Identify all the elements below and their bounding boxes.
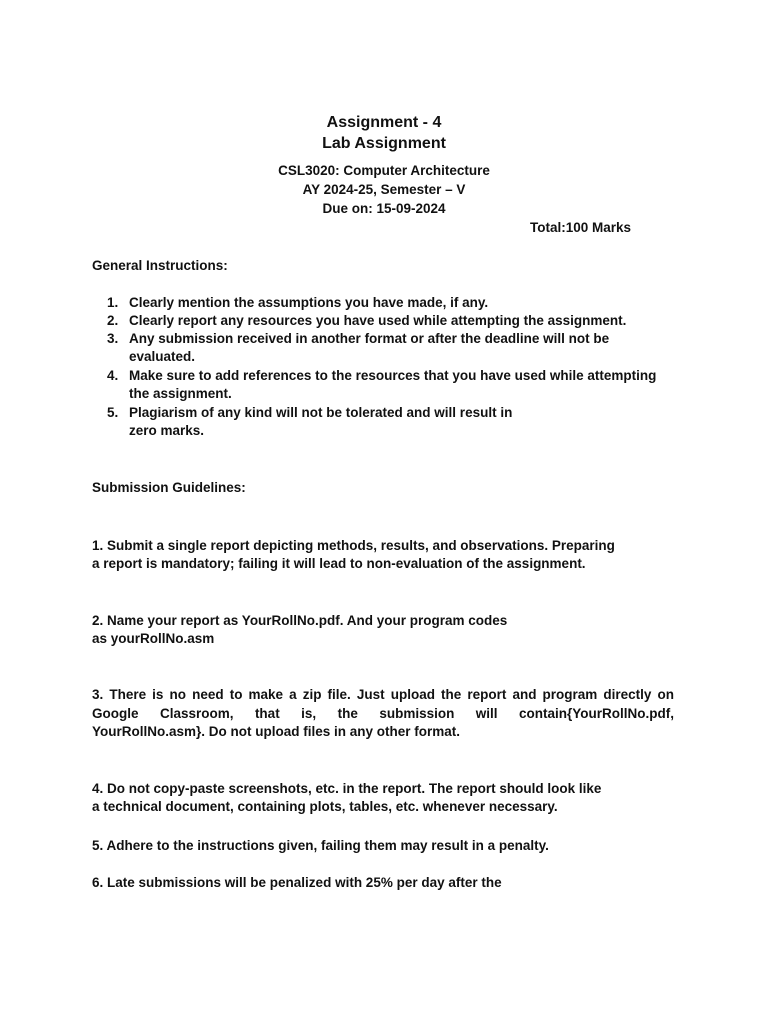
list-item-text: Any submission received in another format or after the deadline will not be: [129, 331, 610, 346]
list-item-text: the assignment.: [129, 386, 232, 401]
total-marks: Total:100 Marks: [530, 220, 632, 235]
list-item-text: Clearly mention the assumptions you have made, if any.: [129, 295, 489, 310]
guideline-text: 4. Do not copy-paste screenshots, etc. in the report. The report should look like: [92, 781, 602, 796]
list-item-text: evaluated.: [129, 349, 196, 364]
guideline-text: a report is mandatory; failing it will lead to non-evaluation of the assignment.: [92, 556, 586, 571]
list-item-number: 3.: [107, 331, 119, 346]
guideline-text: 2. Name your report as YourRollNo.pdf. And your program codes: [92, 613, 508, 628]
list-item-text: zero marks.: [129, 423, 205, 438]
list-item-number: 4.: [107, 368, 119, 383]
guideline-text: 1. Submit a single report depicting methods, results, and observations. Preparing: [92, 538, 615, 553]
guideline-text: 3. There is no need to make a zip file. Just upload the report and program directly on: [92, 687, 674, 702]
assignment-subtitle: Lab Assignment: [322, 135, 446, 152]
list-item-number: 1.: [107, 295, 119, 310]
guideline-text: Google Classroom, that is, the submission will contain{YourRollNo.pdf,: [92, 705, 674, 721]
guideline-text: as yourRollNo.asm: [92, 631, 215, 646]
guideline-text: a technical document, containing plots, tables, etc. whenever necessary.: [92, 799, 558, 814]
course-name: CSL3020: Computer Architecture: [278, 163, 490, 178]
list-item-text: Clearly report any resources you have used while attempting the assignment.: [129, 313, 627, 328]
assignment-title: Assignment - 4: [326, 114, 442, 131]
due-date: Due on: 15-09-2024: [322, 201, 446, 216]
guideline-paragraph: [92, 686, 674, 742]
guideline-text: 5. Adhere to the instructions given, failing them may result in a penalty.: [92, 838, 549, 853]
guideline-text: YourRollNo.asm}. Do not upload files in any other format.: [92, 724, 461, 739]
general-instructions-heading: General Instructions:: [92, 258, 228, 273]
guideline-text: 6. Late submissions will be penalized with 25% per day after the: [92, 875, 502, 890]
submission-guidelines-heading: Submission Guidelines:: [92, 480, 246, 495]
list-item-text: Make sure to add references to the resources that you have used while attempting: [129, 368, 657, 383]
list-item-number: 5.: [107, 405, 119, 420]
list-item-text: Plagiarism of any kind will not be tolerated and will result in: [129, 405, 513, 420]
list-item-number: 2.: [107, 313, 119, 328]
academic-semester: AY 2024-25, Semester – V: [302, 182, 466, 197]
